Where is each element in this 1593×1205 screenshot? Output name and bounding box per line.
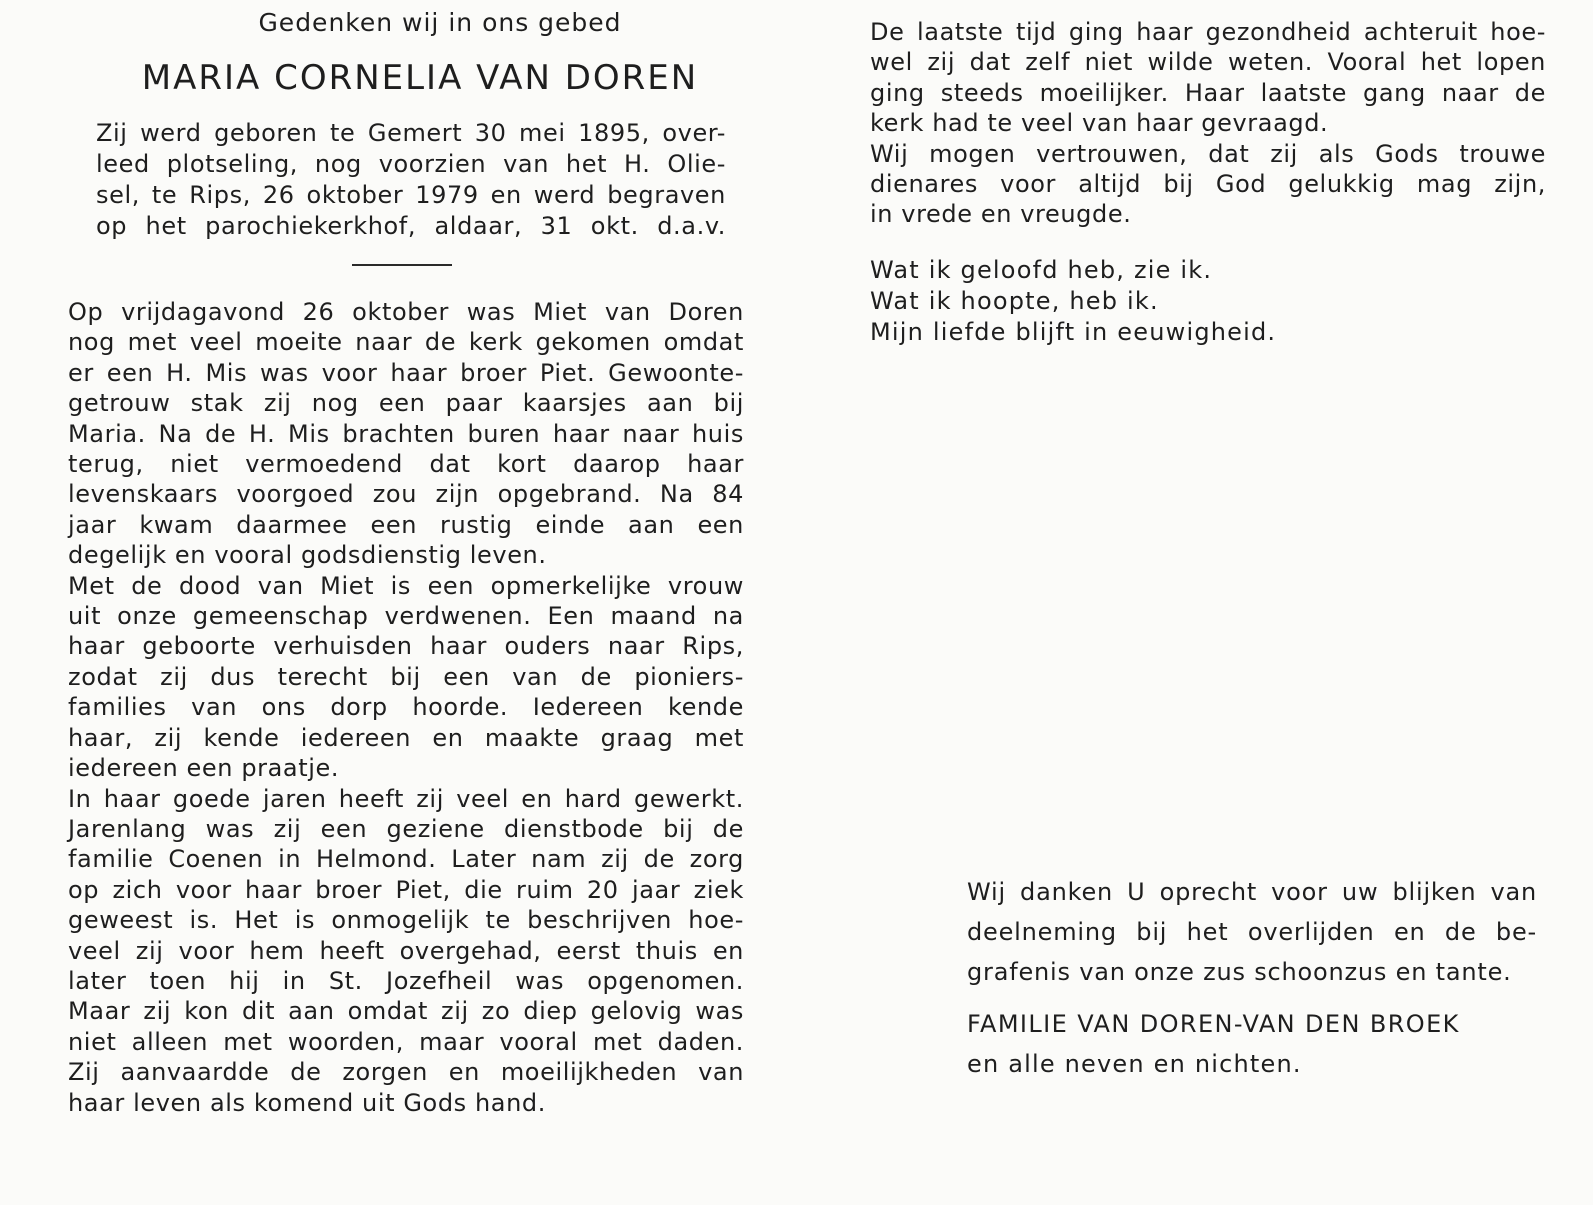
verse-line: Wat ik geloofd heb, zie ik. bbox=[870, 256, 1213, 284]
text-line: Maria. Na de H. Mis brachten buren haar naar huis bbox=[68, 419, 744, 448]
verse-line: Wat ik hoopte, heb ik. bbox=[870, 287, 1159, 315]
text-line: in vrede en vreugde. bbox=[870, 200, 1132, 229]
text-line: levenskaars voorgoed zou zijn opgebrand. Na 84 bbox=[68, 480, 744, 509]
text-line: families van ons dorp hoorde. Iedereen kende bbox=[68, 693, 744, 722]
text-line: iedereen een praatje. bbox=[68, 754, 340, 783]
bio-line: sel, te Rips, 26 oktober 1979 en werd begraven bbox=[96, 181, 726, 209]
text-line: Zij aanvaardde de zorgen en moeilijkheden van bbox=[68, 1058, 744, 1087]
bio-line: leed plotseling, nog voorzien van het H. Olie- bbox=[96, 150, 726, 178]
text-line: haar leven als komend uit Gods hand. bbox=[68, 1088, 546, 1117]
text-line: uit onze gemeenschap verdwenen. Een maand na bbox=[68, 602, 744, 631]
text-line: Met de dood van Miet is een opmerkelijke vrouw bbox=[68, 571, 744, 600]
thank-you-note bbox=[967, 872, 1537, 992]
text-line: haar geboorte verhuisden haar ouders naar Rips, bbox=[68, 632, 744, 661]
verse-line: Mijn liefde blijft in eeuwigheid. bbox=[870, 318, 1277, 346]
text-line: wel zij dat zelf niet wilde weten. Vooral het lopen bbox=[870, 48, 1546, 77]
text-line: De laatste tijd ging haar gezondheid achteruit hoe- bbox=[870, 18, 1546, 46]
text-line: familie Coenen in Helmond. Later nam zij de zorg bbox=[68, 845, 744, 874]
text-line: In haar goede jaren heeft zij veel en hard gewerkt. bbox=[68, 784, 744, 813]
thanks-line: deelneming bij het overlijden en de be- bbox=[967, 918, 1537, 946]
text-line: geweest is. Het is onmogelijk te beschrijven hoe- bbox=[68, 906, 744, 935]
family-subline: en alle neven en nichten. bbox=[967, 1050, 1302, 1078]
text-line: Maar zij kon dit aan omdat zij zo diep gelovig was bbox=[68, 997, 744, 1026]
text-line: veel zij voor hem heeft overgehad, eerst thuis en bbox=[68, 936, 744, 965]
text-line: Wij mogen vertrouwen, dat zij als Gods trouwe bbox=[870, 139, 1546, 168]
text-line: ging steeds moeilijker. Haar laatste gang naar de bbox=[870, 78, 1546, 107]
divider bbox=[352, 264, 452, 266]
text-line: jaar kwam daarmee een rustig einde aan een bbox=[68, 510, 744, 539]
deceased-name: MARIA CORNELIA VAN DOREN bbox=[141, 58, 699, 98]
bio-line: op het parochiekerkhof, aldaar, 31 okt. d.a.v. bbox=[96, 212, 726, 240]
text-line: zodat zij dus terecht bij een van de pioniers- bbox=[68, 662, 744, 691]
bio-line: Zij werd geboren te Gemert 30 mei 1895, over- bbox=[96, 119, 726, 147]
family-name: FAMILIE VAN DOREN-VAN DEN BROEK bbox=[967, 1010, 1460, 1038]
thanks-line: grafenis van onze zus schoonzus en tante. bbox=[967, 958, 1512, 986]
text-line: kerk had te veel van haar gevraagd. bbox=[870, 109, 1329, 138]
text-line: nog met veel moeite naar de kerk gekomen omdat bbox=[68, 328, 744, 357]
text-line: Jarenlang was zij een geziene dienstbode bij de bbox=[68, 814, 744, 843]
thanks-line: Wij danken U oprecht voor uw blijken van bbox=[967, 878, 1537, 906]
text-line: later toen hij in St. Jozefheil was opgenomen. bbox=[68, 966, 744, 995]
closing-text bbox=[870, 17, 1546, 230]
obituary-text bbox=[68, 297, 744, 1118]
text-line: dienares voor altijd bij God gelukkig mag zijn, bbox=[870, 170, 1546, 199]
text-line: er een H. Mis was voor haar broer Piet. Gewoonte- bbox=[68, 358, 744, 387]
text-line: haar, zij kende iedereen en maakte graag met bbox=[68, 723, 744, 752]
prayer-line: Gedenken wij in ons gebed bbox=[258, 8, 622, 37]
text-line: niet alleen met woorden, maar vooral met daden. bbox=[68, 1027, 744, 1056]
text-line: Op vrijdagavond 26 oktober was Miet van Doren bbox=[68, 298, 744, 326]
text-line: op zich voor haar broer Piet, die ruim 20 jaar ziek bbox=[68, 875, 744, 904]
verse bbox=[870, 255, 1470, 348]
text-line: getrouw stak zij nog een paar kaarsjes aan bij bbox=[68, 389, 744, 418]
text-line: terug, niet vermoedend dat kort daarop haar bbox=[68, 450, 744, 479]
biographical-details bbox=[96, 118, 726, 242]
text-line: degelijk en vooral godsdienstig leven. bbox=[68, 541, 547, 570]
